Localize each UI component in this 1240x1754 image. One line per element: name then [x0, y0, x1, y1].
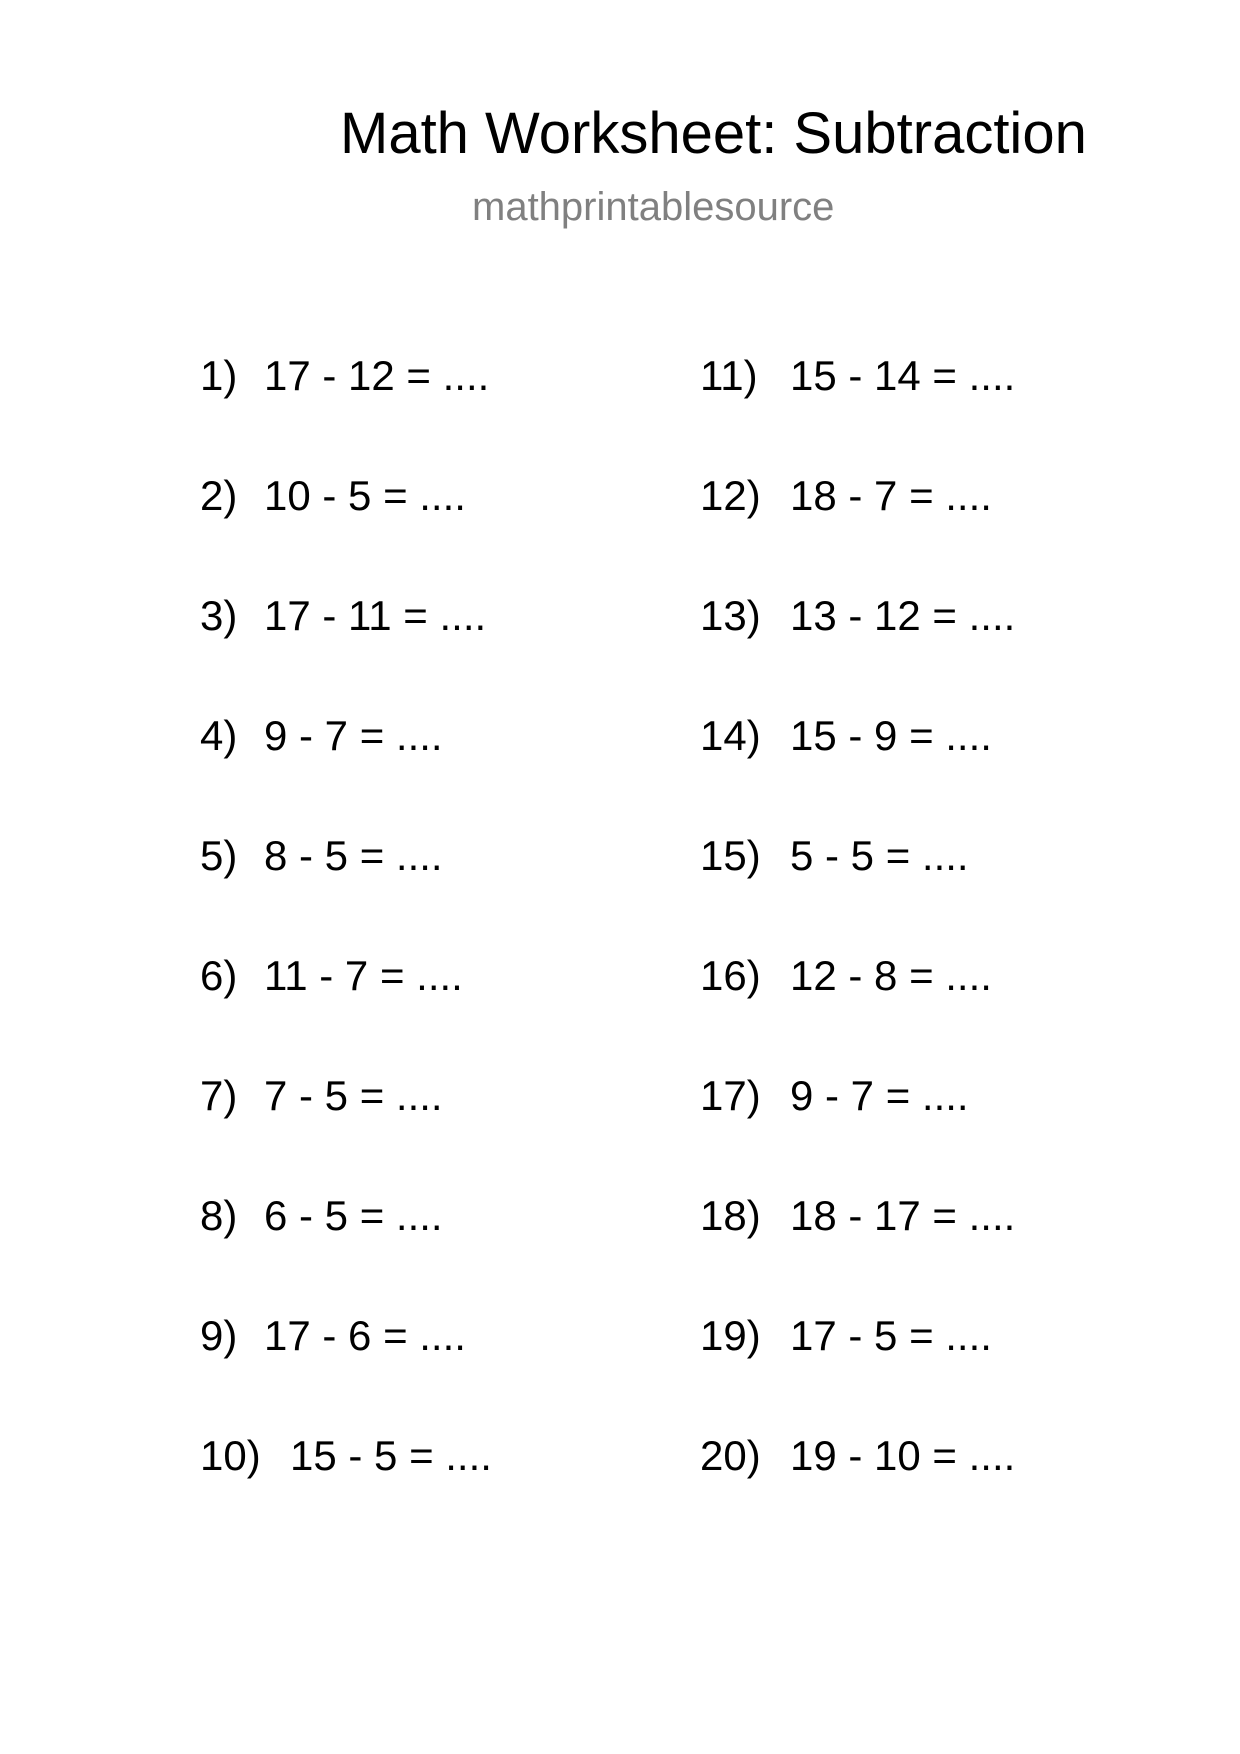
problem-expression: 11 - 7 = .... — [264, 952, 463, 999]
problems-column-left — [200, 348, 680, 1548]
problem-item — [200, 948, 680, 1068]
problem-item — [700, 1428, 1180, 1548]
problem-expression: 17 - 6 = .... — [264, 1312, 466, 1359]
problem-item — [700, 1308, 1180, 1428]
worksheet-title: Math Worksheet: Subtraction — [340, 101, 1087, 166]
problem-expression: 18 - 17 = .... — [790, 1192, 1016, 1239]
problem-number: 12) — [700, 472, 761, 519]
problem-number: 3) — [200, 592, 238, 639]
problem-number: 19) — [700, 1312, 761, 1359]
problem-number: 10) — [200, 1432, 261, 1479]
problem-item — [200, 348, 680, 468]
problem-expression: 6 - 5 = .... — [264, 1192, 443, 1239]
problem-item — [700, 348, 1180, 468]
problem-item — [200, 588, 680, 708]
worksheet-subtitle: mathprintablesource — [472, 185, 835, 229]
problem-number: 20) — [700, 1432, 761, 1479]
problem-expression: 10 - 5 = .... — [264, 472, 466, 519]
problem-item — [700, 588, 1180, 708]
problem-number: 16) — [700, 952, 761, 999]
problem-item — [700, 1068, 1180, 1188]
problem-item — [700, 1188, 1180, 1308]
problem-number: 11) — [700, 352, 758, 399]
problem-item — [200, 1188, 680, 1308]
problem-number: 18) — [700, 1192, 761, 1239]
problem-expression: 19 - 10 = .... — [790, 1432, 1016, 1479]
problem-number: 7) — [200, 1072, 238, 1119]
problem-expression: 12 - 8 = .... — [790, 952, 992, 999]
problem-expression: 17 - 5 = .... — [790, 1312, 992, 1359]
problem-number: 4) — [200, 712, 238, 759]
problem-number: 13) — [700, 592, 761, 639]
problem-number: 15) — [700, 832, 761, 879]
problem-expression: 18 - 7 = .... — [790, 472, 992, 519]
problem-expression: 5 - 5 = .... — [790, 832, 969, 879]
problem-number: 6) — [200, 952, 238, 999]
problem-number: 2) — [200, 472, 238, 519]
problem-expression: 9 - 7 = .... — [264, 712, 443, 759]
problem-expression: 17 - 12 = .... — [264, 352, 490, 399]
problem-item — [200, 468, 680, 588]
problem-item — [200, 708, 680, 828]
problem-item — [200, 1428, 680, 1548]
problem-expression: 8 - 5 = .... — [264, 832, 443, 879]
problem-number: 1) — [200, 352, 238, 399]
problem-expression: 15 - 14 = .... — [790, 352, 1016, 399]
problem-item — [700, 468, 1180, 588]
problem-expression: 15 - 9 = .... — [790, 712, 992, 759]
problem-number: 8) — [200, 1192, 238, 1239]
problems-column-right — [700, 348, 1180, 1548]
problem-expression: 9 - 7 = .... — [790, 1072, 969, 1119]
problem-number: 9) — [200, 1312, 238, 1359]
problem-item — [200, 1068, 680, 1188]
problem-item — [700, 948, 1180, 1068]
problem-item — [200, 828, 680, 948]
problem-item — [700, 708, 1180, 828]
problem-number: 5) — [200, 832, 238, 879]
problem-number: 17) — [700, 1072, 761, 1119]
problem-expression: 15 - 5 = .... — [290, 1432, 492, 1479]
problem-number: 14) — [700, 712, 761, 759]
problem-expression: 13 - 12 = .... — [790, 592, 1016, 639]
problem-item — [200, 1308, 680, 1428]
problem-item — [700, 828, 1180, 948]
problem-expression: 17 - 11 = .... — [264, 592, 487, 639]
problem-expression: 7 - 5 = .... — [264, 1072, 443, 1119]
